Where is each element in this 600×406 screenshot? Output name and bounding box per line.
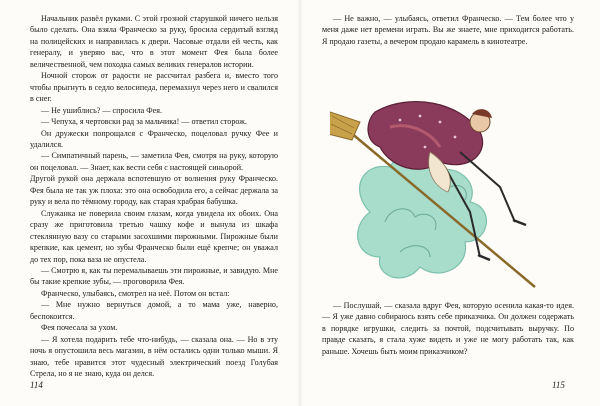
paragraph: Он дружески попрощался с Франческо, поцеловал ручку Фее и удалился. xyxy=(30,128,278,149)
paragraph: Другой рукой она держала вспотевшую от волнения руку Франческо. Фея была не так уж плоха: это она освободила его, а сейчас держала за руку и вела по тёмному городу, как старая храбрая бабушка. xyxy=(30,174,278,207)
page-number-right: 115 xyxy=(552,380,565,390)
paragraph: Фея почесала за ухом. xyxy=(41,323,118,333)
paragraph: — Послушай, — сказала вдруг Фея, которую осенила какая-то идея. — Я уже давно собираюсь взять себе приказчика. Он должен содержать в порядке игрушки, следить за почтой, подсчитывать выручку. По правде сказать, я стала хуже видеть и уже не могу работать так, как раньше. Хочешь быть моим приказчиком? xyxy=(322,301,574,356)
paragraph: — Не важно, — улыбаясь, ответил Франческо. — Тем более что у меня даже нет времени играть. Вы же знаете, мне приходится работать. Я продаю газеты, а вечером продаю карамель в кинотеатре. xyxy=(322,14,574,46)
book-gutter xyxy=(297,0,303,406)
paragraph: — Я хотела подарить тебе что-нибудь, — сказала она. — Но в эту ночь я опустошила весь магазин, в нём остались одни только мыши. Я знаю, тебе нравится этот чудесный электрический поезд Голубая Стрела, но я не знаю, куда он делся. xyxy=(30,334,278,379)
paragraph: Начальник развёл руками. С этой грозной старушкой ничего нельзя было сделать. Она взяла Франческо за руку, бросила сердитый взгляд на полицейских и направилась к двери. Часовые отдали ей честь, как генералу, и уверяю вас, что в этот момент Фея была более величественной, чем походка самых великих генералов истории. xyxy=(30,14,278,69)
paragraph: — Мне нужно вернуться домой, а то мама уже, наверно, беспокоится. xyxy=(30,300,278,321)
paragraph: — Смотрю я, как ты перемалываешь эти пирожные, и завидую. Мне бы такие крепкие зубы, — проговорила Фея. xyxy=(30,265,278,287)
paragraph: — Не ушиблись? — спросила Фея. xyxy=(41,105,163,115)
paragraph: Служанка не поверила своим глазам, когда увидела их обоих. Она сразу же приготовила третью чашку кофе и вынула из шкафа стеклянную вазу со старыми засохшими пирожными. Пирожные были крепкие, как цемент, но зубы Франческо были ещё крепче; он уважал до тех пор, пока ваза не опустела. xyxy=(30,208,278,264)
paragraph: Франческо, улыбаясь, смотрел на неё. Потом он встал: xyxy=(41,288,230,298)
paragraph: — Чепуха, я чертовски рад за мальчика! — ответил сторож. xyxy=(41,117,247,127)
right-page-top-text xyxy=(322,13,574,47)
paragraph: — Симпатичный парень, — заметила Фея, смотря на руку, которую он поцеловал. — Знает, как вести себя с настоящей синьорой. xyxy=(30,151,278,172)
left-page-text xyxy=(30,13,278,380)
right-page-bottom-text xyxy=(322,300,574,357)
page-number-left: 114 xyxy=(30,380,43,390)
witch-on-broom-illustration xyxy=(330,92,560,297)
paragraph: Ночной сторож от радости не рассчитал разбега и, вместо того чтобы прыгнуть в седло велосипеда, перемахнул через него и свалился в снег. xyxy=(30,71,278,104)
